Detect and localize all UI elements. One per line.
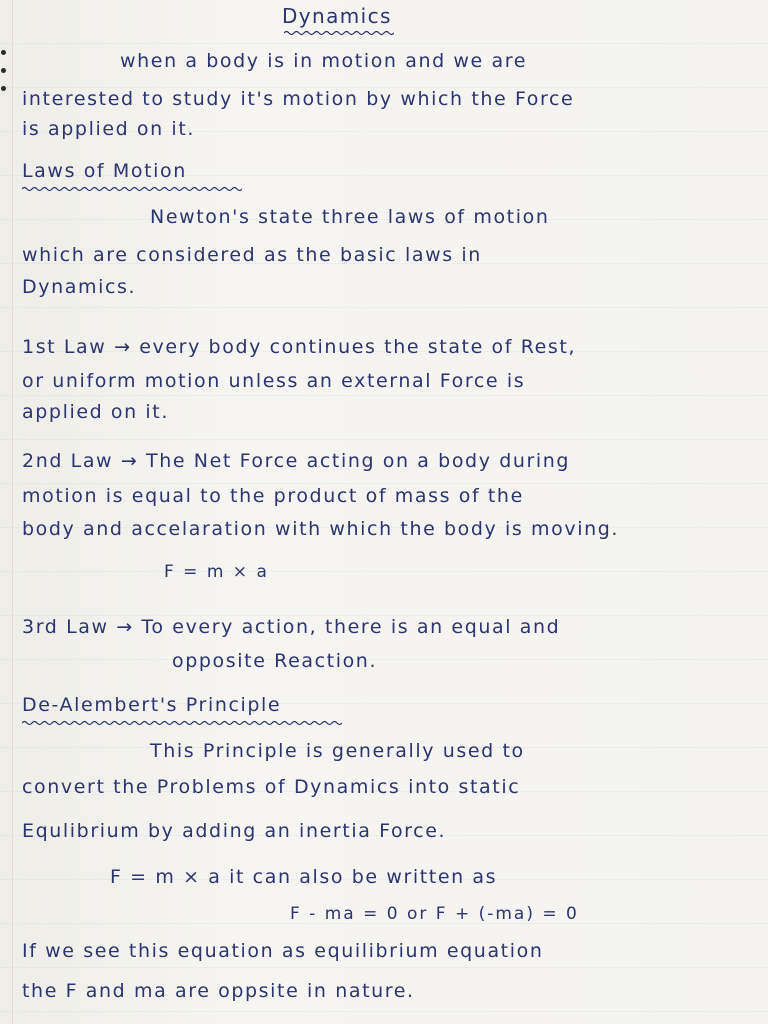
law1-line-2: or uniform motion unless an external Force is — [22, 370, 526, 392]
principle-line-6: the F and ma are oppsite in nature. — [22, 980, 415, 1002]
intro-line-1: when a body is in motion and we are — [120, 50, 527, 72]
laws-intro-line-3: Dynamics. — [22, 276, 137, 298]
law2-line-3: body and accelaration with which the body is moving. — [22, 518, 620, 540]
law1-line-1: 1st Law → every body continues the state of Rest, — [22, 336, 577, 358]
laws-intro-line-2: which are considered as the basic laws in — [22, 244, 482, 266]
principle-equation: F - ma = 0 or F + (-ma) = 0 — [290, 904, 579, 924]
principle-line-5: If we see this equation as equilibrium equation — [22, 940, 544, 962]
principle-line-1: This Principle is generally used to — [150, 740, 525, 762]
principle-line-4: F = m × a it can also be written as — [110, 866, 498, 888]
principle-line-2: convert the Problems of Dynamics into static — [22, 776, 521, 798]
law2-equation: F = m × a — [164, 562, 269, 582]
principle-heading-underline — [22, 720, 342, 726]
binding-hole — [1, 50, 6, 55]
laws-intro-line-1: Newton's state three laws of motion — [150, 206, 550, 228]
binding-hole — [1, 68, 6, 73]
intro-line-2: interested to study it's motion by which the Force — [22, 88, 575, 110]
principle-heading: De-Alembert's Principle — [22, 694, 282, 716]
laws-heading-underline — [22, 186, 242, 192]
title-underline — [284, 30, 394, 36]
law3-line-2: opposite Reaction. — [172, 650, 378, 672]
binding-holes — [0, 40, 8, 120]
law2-line-2: motion is equal to the product of mass of the — [22, 485, 524, 507]
laws-heading: Laws of Motion — [22, 160, 187, 182]
law3-line-1: 3rd Law → To every action, there is an equal and — [22, 616, 561, 638]
binding-hole — [1, 86, 6, 91]
intro-line-3: is applied on it. — [22, 118, 196, 140]
margin-line — [12, 0, 13, 1024]
law2-line-1: 2nd Law → The Net Force acting on a body during — [22, 450, 571, 472]
principle-line-3: Equlibrium by adding an inertia Force. — [22, 820, 447, 842]
law1-line-3: applied on it. — [22, 401, 169, 423]
page-title: Dynamics — [282, 4, 392, 28]
